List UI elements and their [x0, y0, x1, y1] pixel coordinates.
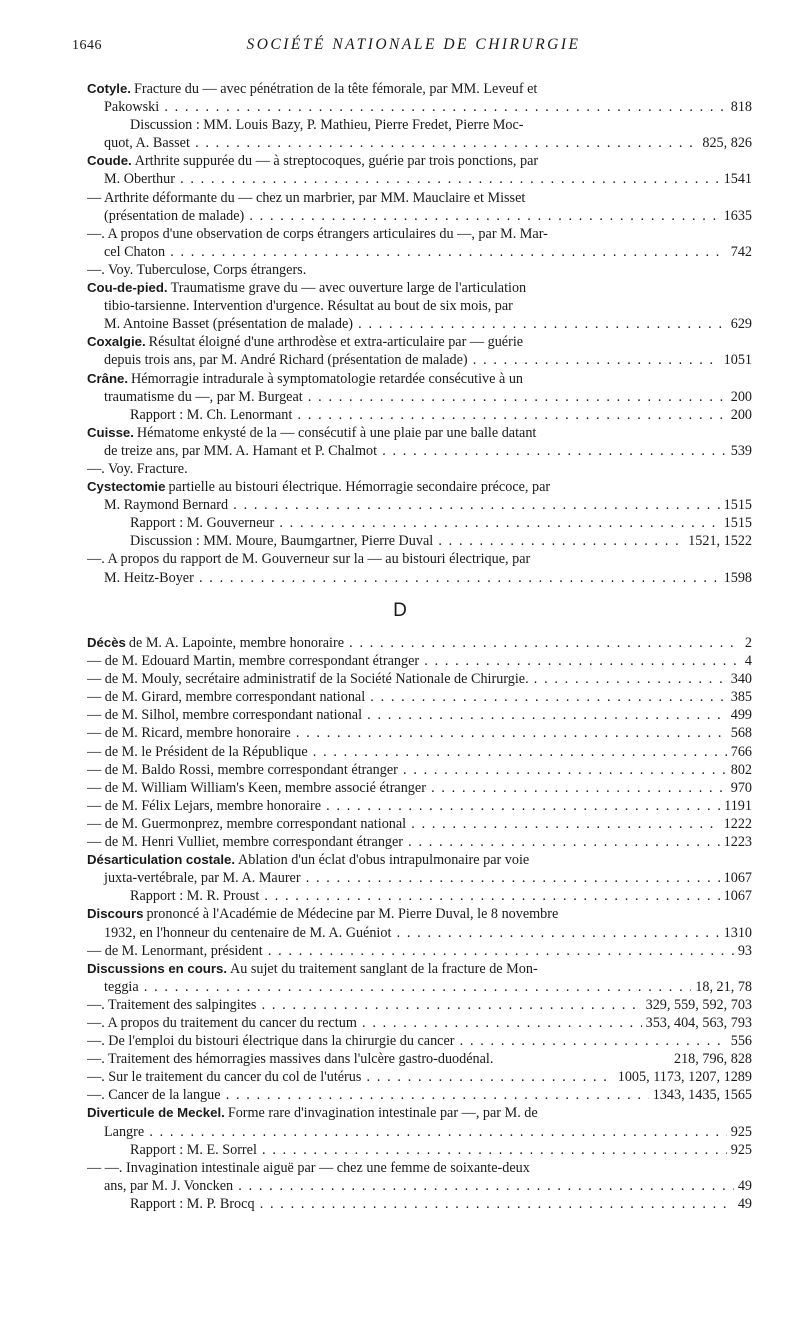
entry-text-wrap [104, 352, 752, 368]
entry-text-wrap [104, 925, 752, 941]
entry-text-wrap [87, 852, 529, 868]
entry-text-wrap [87, 280, 526, 296]
entry-text-wrap [130, 1142, 752, 1158]
index-entry-line [87, 243, 752, 261]
index-entry-line [87, 152, 752, 170]
entry-text: Rapport : M. E. Sorrel [130, 1141, 257, 1158]
entry-text: — de M. Ricard, membre honoraire [87, 725, 291, 742]
entry-text: de M. A. Lapointe, membre honoraire [128, 635, 344, 651]
entry-text-wrap [130, 533, 752, 549]
entry-page-ref: 1598 [720, 569, 752, 587]
entry-text: —. De l'emploi du bistouri électrique dans la chirurgie du cancer [87, 1033, 455, 1050]
entry-text-wrap [87, 334, 523, 350]
entry-keyword: Crâne. [87, 370, 129, 386]
entry-page-ref: 49 [734, 1195, 752, 1213]
entry-page-ref: 1515 [720, 496, 752, 514]
entry-text: — Arthrite déformante du — chez un marbrier, par MM. Mauclaire et Misset [87, 189, 526, 206]
entry-keyword: Discours [87, 906, 144, 922]
index-entry-line [87, 942, 752, 960]
page-number: 1646 [72, 38, 102, 53]
entry-page-ref: 1223 [720, 833, 752, 851]
index-entry-line [87, 478, 752, 496]
entry-page-ref: 802 [727, 761, 752, 779]
entry-text-wrap [87, 153, 538, 169]
entry-text-wrap [104, 443, 752, 459]
entry-text-wrap [87, 226, 548, 242]
entry-text-wrap [87, 762, 752, 778]
entry-text-wrap [87, 551, 530, 567]
entry-page-ref: 629 [727, 315, 752, 333]
index-entry-line [87, 1141, 752, 1159]
index-entry-line [87, 225, 752, 243]
entry-text-wrap [87, 425, 536, 441]
entry-text-wrap [87, 671, 752, 687]
entry-text: Fracture du — avec pénétration de la tête fémorale, par MM. Leveuf et [133, 81, 538, 97]
index-column-d [87, 634, 752, 1213]
entry-text: prononcé à l'Académie de Médecine par M. Pierre Duval, le 8 novembre [146, 906, 559, 923]
index-entry-line [87, 652, 752, 670]
entry-page-ref: 825, 826 [698, 134, 752, 152]
entry-page-ref: 742 [727, 243, 752, 261]
entry-page-ref: 93 [734, 942, 752, 960]
index-entry-line [87, 98, 752, 116]
entry-text: —. A propos du rapport de M. Gouverneur sur la — au bistouri électrique, par [87, 551, 531, 568]
entry-text-wrap [87, 190, 525, 206]
entry-text: Langre [104, 1123, 145, 1140]
index-entry-line [87, 905, 752, 923]
entry-text-wrap [104, 244, 752, 260]
index-entry-line [87, 406, 752, 424]
entry-text: — de M. Baldo Rossi, membre correspondant étranger [87, 761, 398, 778]
index-entry-line [87, 833, 752, 851]
entry-page-ref: 1310 [720, 924, 752, 942]
entry-text: M. Raymond Bernard [104, 497, 229, 514]
index-entry-line [87, 1159, 752, 1177]
index-entry-line [87, 761, 752, 779]
entry-page-ref: 329, 559, 592, 703 [642, 996, 752, 1014]
entry-text-wrap [130, 117, 524, 133]
index-entry-line [87, 370, 752, 388]
entry-text: de treize ans, par MM. A. Hamant et P. Chalmot [104, 442, 378, 459]
entry-text-wrap [104, 298, 513, 314]
entry-page-ref: 1521, 1522 [684, 532, 752, 550]
entry-text-wrap [87, 635, 752, 651]
index-entry-line [87, 1032, 752, 1050]
index-entry-line [87, 1050, 752, 1068]
entry-text: M. Antoine Basset (présentation de malade) [104, 316, 354, 333]
entry-page-ref: 556 [727, 1032, 752, 1050]
entry-text: Résultat éloigné d'une arthrodèse et extra-articulaire par — guérie [148, 334, 524, 351]
index-entry-line [87, 514, 752, 532]
index-entry-line [87, 550, 752, 568]
entry-page-ref: 1515 [720, 514, 752, 532]
index-entry-line [87, 815, 752, 833]
entry-text: Hématome enkysté de la — consécutif à une plaie par une balle datant [136, 424, 537, 441]
entry-text-wrap [87, 707, 752, 723]
entry-text-wrap [104, 979, 752, 995]
entry-text-wrap [87, 1160, 530, 1176]
entry-text-wrap [130, 407, 752, 423]
page-header [72, 34, 755, 60]
entry-text-wrap [87, 689, 752, 705]
entry-page-ref: 499 [727, 706, 752, 724]
entry-text: Au sujet du traitement sanglant de la fracture de Mon- [229, 960, 538, 977]
index-entry-line [87, 1104, 752, 1122]
entry-text: Rapport : M. Gouverneur [130, 515, 275, 532]
entry-keyword: Coude. [87, 153, 132, 169]
index-entry-line [87, 978, 752, 996]
entry-text: partielle au bistouri électrique. Hémorragie secondaire précoce, par [168, 479, 551, 496]
entry-text: cel Chaton [104, 243, 166, 260]
entry-text: —. Voy. Fracture. [87, 460, 188, 477]
entry-text-wrap [87, 1105, 538, 1121]
entry-text-wrap [87, 262, 306, 278]
entry-text-wrap [87, 744, 752, 760]
entry-keyword: Cotyle. [87, 81, 131, 96]
index-entry-line [87, 688, 752, 706]
entry-text: ans, par M. J. Voncken [104, 1177, 234, 1194]
entry-text: — de M. Guermonprez, membre correspondant national [87, 815, 407, 832]
index-entry-line [87, 189, 752, 207]
index-entry-line [87, 1123, 752, 1141]
entry-page-ref: 340 [727, 670, 752, 688]
index-entry-line [87, 670, 752, 688]
entry-text: — de M. Félix Lejars, membre honoraire [87, 797, 322, 814]
entry-keyword: Décès [87, 635, 126, 650]
index-entry-line [87, 1195, 752, 1213]
index-entry-line [87, 279, 752, 297]
entry-text-wrap [104, 870, 752, 886]
entry-keyword: Discussions en cours. [87, 960, 227, 976]
entry-page-ref: 925 [727, 1141, 752, 1159]
entry-text: Discussion : MM. Moure, Baumgartner, Pierre Duval [130, 533, 434, 550]
entry-keyword: Cystectomie [87, 479, 166, 495]
index-entry-line [87, 333, 752, 351]
entry-page-ref: 200 [727, 388, 752, 406]
index-column-c [87, 80, 752, 587]
entry-text: teggia [104, 978, 139, 995]
entry-page-ref: 1541 [720, 170, 752, 188]
entry-text-wrap [87, 780, 752, 796]
entry-text-wrap [87, 1033, 752, 1049]
entry-text: M. Heitz-Boyer [104, 569, 194, 586]
index-entry-line [87, 297, 752, 315]
entry-page-ref: 218, 796, 828 [670, 1050, 752, 1068]
entry-text-wrap [104, 1124, 752, 1140]
index-entry-line [87, 207, 752, 225]
entry-text: Rapport : M. Ch. Lenormant [130, 406, 293, 423]
index-entry-line [87, 261, 752, 279]
entry-text-wrap [130, 515, 752, 531]
index-entry-line [87, 996, 752, 1014]
entry-text: traumatisme du —, par M. Burgeat [104, 388, 303, 405]
entry-page-ref: 568 [727, 724, 752, 742]
entry-text: tibio-tarsienne. Intervention d'urgence. Résultat au bout de six mois, par [104, 298, 513, 315]
index-entry-line [87, 442, 752, 460]
entry-text-wrap [87, 834, 752, 850]
entry-page-ref: 1005, 1173, 1207, 1289 [614, 1068, 752, 1086]
entry-page-ref: 18, 21, 78 [691, 978, 752, 996]
index-entry-line [87, 1014, 752, 1032]
entry-text-wrap [104, 171, 752, 187]
entry-text-wrap [104, 389, 752, 405]
entry-text: —. Sur le traitement du cancer du col de l'utérus [87, 1069, 362, 1086]
entry-text-wrap [87, 961, 538, 977]
entry-text-wrap [104, 570, 752, 586]
entry-text: Rapport : M. R. Proust [130, 888, 260, 905]
entry-text-wrap [104, 208, 752, 224]
entry-text: — de M. Silhol, membre correspondant national [87, 707, 363, 724]
entry-text-wrap [104, 135, 752, 151]
entry-page-ref: 766 [727, 743, 752, 761]
entry-page-ref: 1067 [720, 887, 752, 905]
entry-text: —. A propos d'une observation de corps étrangers articulaires du —, par M. Mar- [87, 225, 548, 242]
entry-page-ref: 1051 [720, 351, 752, 369]
entry-page-ref: 818 [727, 98, 752, 116]
entry-text-wrap [87, 943, 752, 959]
entry-text-wrap [87, 1051, 493, 1067]
entry-page-ref: 353, 404, 563, 793 [642, 1014, 752, 1032]
entry-page-ref: 49 [734, 1177, 752, 1195]
index-entry-line [87, 851, 752, 869]
entry-text-wrap [130, 1196, 752, 1212]
entry-page-ref: 2 [741, 634, 752, 652]
entry-text: — de M. William William's Keen, membre associé étranger [87, 779, 426, 796]
entry-text: M. Oberthur [104, 171, 175, 188]
index-entry-line [87, 887, 752, 905]
entry-page-ref: 4 [741, 652, 752, 670]
entry-page-ref: 1635 [720, 207, 752, 225]
index-entry-line [87, 388, 752, 406]
entry-page-ref: 385 [727, 688, 752, 706]
entry-text: Traumatisme grave du — avec ouverture large de l'articulation [170, 280, 527, 297]
index-entry-line [87, 1177, 752, 1195]
index-entry-line [87, 496, 752, 514]
index-entry-line [87, 460, 752, 478]
entry-text: juxta-vertébrale, par M. A. Maurer [104, 870, 301, 887]
entry-keyword: Cou-de-pied. [87, 280, 168, 296]
entry-text-wrap [87, 906, 558, 922]
entry-text-wrap [87, 479, 550, 495]
entry-keyword: Désarticulation costale. [87, 852, 236, 868]
entry-text-wrap [104, 316, 752, 332]
entry-text: Discussion : MM. Louis Bazy, P. Mathieu, Pierre Fredet, Pierre Moc- [130, 117, 524, 134]
index-entry-line [87, 80, 752, 98]
entry-text-wrap [104, 497, 752, 513]
index-entry-line [87, 569, 752, 587]
index-entry-line [87, 1068, 752, 1086]
index-entry-line [87, 424, 752, 442]
entry-text: Hémorragie intradurale à symptomatologie retardée consécutive à un [131, 370, 524, 387]
entry-text: (présentation de malade) [104, 207, 245, 224]
entry-keyword: Cuisse. [87, 424, 134, 440]
entry-text: — —. Invagination intestinale aiguë par — chez une femme de soixante-deux [87, 1159, 530, 1176]
section-letter: D [393, 600, 407, 621]
entry-text: — de M. Henri Vulliet, membre correspondant étranger [87, 834, 404, 851]
entry-page-ref: 1067 [720, 869, 752, 887]
entry-page-ref: 970 [727, 779, 752, 797]
entry-text-wrap [87, 725, 752, 741]
entry-page-ref: 1191 [720, 797, 752, 815]
index-entry-line [87, 351, 752, 369]
entry-text: —. Traitement des hémorragies massives dans l'ulcère gastro-duodénal. [87, 1051, 494, 1068]
entry-text-wrap [87, 816, 752, 832]
entry-text: quot, A. Basset [104, 135, 190, 152]
entry-text-wrap [87, 798, 752, 814]
index-entry-line [87, 706, 752, 724]
entry-text-wrap [87, 81, 537, 97]
index-entry-line [87, 779, 752, 797]
entry-text: — de M. Lenormant, président [87, 942, 263, 959]
index-entry-line [87, 960, 752, 978]
entry-page-ref: 925 [727, 1123, 752, 1141]
entry-text-wrap [130, 888, 752, 904]
entry-text-wrap [87, 653, 752, 669]
entry-text-wrap [87, 371, 523, 387]
entry-text: Forme rare d'invagination intestinale par —, par M. de [227, 1105, 538, 1122]
entry-keyword: Diverticule de Meckel. [87, 1105, 225, 1121]
index-entry-line [87, 924, 752, 942]
entry-keyword: Coxalgie. [87, 334, 146, 350]
index-entry-line [87, 1086, 752, 1104]
entry-text: Ablation d'un éclat d'obus intrapulmonaire par voie [238, 852, 530, 869]
index-entry-line [87, 743, 752, 761]
entry-text: —. Cancer de la langue [87, 1087, 221, 1104]
entry-text: —. Voy. Tuberculose, Corps étrangers. [87, 261, 307, 278]
entry-text: —. A propos du traitement du cancer du rectum [87, 1014, 357, 1031]
entry-text: —. Traitement des salpingites [87, 996, 257, 1013]
index-entry-line [87, 134, 752, 152]
entry-text-wrap [87, 461, 188, 477]
index-entry-line [87, 797, 752, 815]
index-entry-line [87, 170, 752, 188]
index-entry-line [87, 116, 752, 134]
entry-page-ref: 1343, 1435, 1565 [649, 1086, 752, 1104]
entry-page-ref: 200 [727, 406, 752, 424]
entry-text-wrap [104, 99, 752, 115]
entry-page-ref: 1222 [720, 815, 752, 833]
entry-text: — de M. Edouard Martin, membre correspondant étranger [87, 653, 420, 670]
index-entry-line [87, 724, 752, 742]
entry-text: 1932, en l'honneur du centenaire de M. A. Guéniot [104, 924, 392, 941]
entry-text: Arthrite suppurée du — à streptocoques, guérie par trois ponctions, par [134, 153, 539, 170]
entry-page-ref: 539 [727, 442, 752, 460]
index-entry-line [87, 532, 752, 550]
entry-text: Pakowski [104, 99, 160, 116]
entry-text: — de M. Girard, membre correspondant national [87, 689, 366, 706]
running-title: SOCIÉTÉ NATIONALE DE CHIRURGIE [246, 36, 581, 53]
entry-text: depuis trois ans, par M. André Richard (présentation de malade) [104, 352, 468, 369]
entry-text: Rapport : M. P. Brocq [130, 1195, 255, 1212]
index-entry-line [87, 869, 752, 887]
index-entry-line [87, 315, 752, 333]
index-entry-line [87, 634, 752, 652]
entry-text-wrap [104, 1178, 752, 1194]
entry-text: — de M. Mouly, secrétaire administratif de la Société Nationale de Chirurgie. [87, 671, 529, 688]
entry-text: — de M. le Président de la République [87, 743, 308, 760]
